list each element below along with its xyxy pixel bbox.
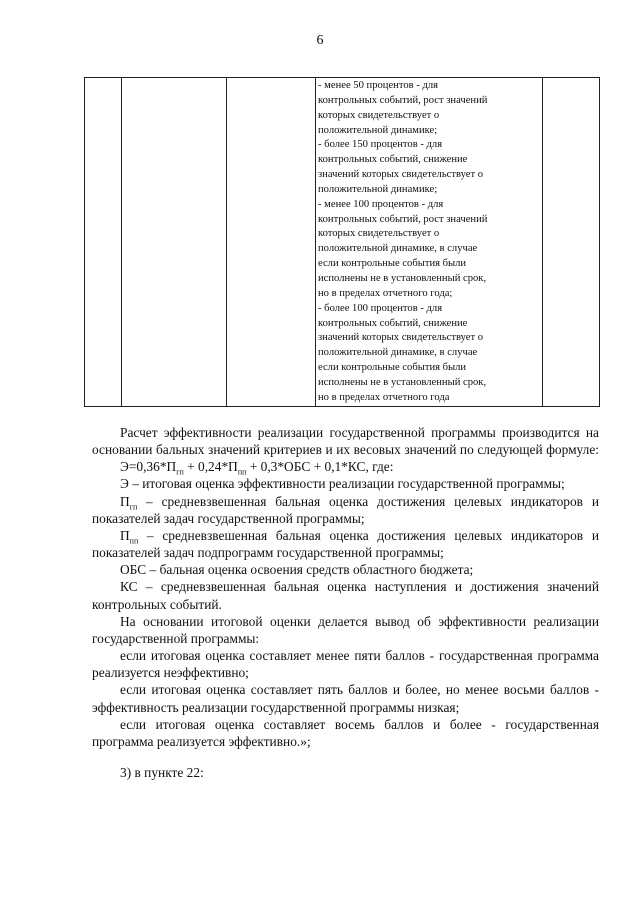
criteria-line: исполнены не в установленный срок,: [318, 272, 487, 284]
criteria-line: - менее 100 процентов - для: [318, 198, 444, 210]
case-effective: если итоговая оценка составляет восемь баллов и более - государственная программа реализуется эффективно.»;: [92, 716, 599, 749]
criteria-line: положительной динамике, в случае: [318, 347, 478, 359]
criteria-line: контрольных событий, рост значений: [318, 94, 488, 106]
page-number: 6: [316, 33, 324, 48]
item-point-22: 3) в пункте 22:: [120, 764, 204, 780]
criteria-text: [316, 78, 542, 406]
criteria-line: положительной динамике, в случае: [318, 243, 478, 255]
case-low: если итоговая оценка составляет пять баллов и более, но менее восьми баллов - эффективность реализации государственной программы низкая;: [92, 682, 599, 715]
paragraph-calculation: Расчет эффективности реализации государственной программы производится на основании бальных значений критериев и их весовых значений по следующей формуле:: [92, 425, 599, 458]
table-cell-weight: [227, 78, 316, 407]
table-cell-criteria: [316, 78, 543, 407]
formula: $Э=0,36*П_{гп} + 0,24*П_{пп} + 0,3*ОБС + 0,1*КС$, где:: [120, 459, 394, 477]
table-row: [85, 78, 600, 407]
criteria-line: контрольных событий, снижение: [318, 154, 468, 166]
criteria-line: которых свидетельствует о: [318, 109, 440, 121]
criteria-line: положительной динамике;: [318, 183, 438, 195]
definition-obs: ОБС – бальная оценка освоения средств областного бюджета;: [120, 562, 474, 578]
criteria-line: - более 100 процентов - для: [318, 302, 443, 314]
criteria-line: значений которых свидетельствует о: [318, 332, 484, 344]
criteria-line: исполнены не в установленный срок,: [318, 376, 487, 388]
criteria-line: контрольных событий, рост значений: [318, 213, 488, 225]
criteria-line: если контрольные события были: [318, 362, 467, 374]
criteria-line: которых свидетельствует о: [318, 228, 440, 240]
criteria-table: [84, 77, 600, 407]
definition-ks: КС – средневзвешенная бальная оценка наступления и достижения значений контрольных событий.: [92, 579, 599, 612]
criteria-line: положительной динамике;: [318, 124, 438, 136]
criteria-line: значений которых свидетельствует о: [318, 169, 484, 181]
criteria-line: - менее 50 процентов - для: [318, 80, 439, 91]
table-cell-indicator: [122, 78, 227, 407]
criteria-line: контрольных событий, снижение: [318, 317, 468, 329]
definition-pgp: $П_{гп}$ – средневзвешенная бальная оценка достижения целевых индикаторов и показателей задач государственной программы;: [92, 493, 599, 526]
case-ineffective: если итоговая оценка составляет менее пяти баллов - государственная программа реализуется неэффективно;: [92, 648, 599, 681]
paragraph-conclusion: На основании итоговой оценки делается вывод об эффективности реализации государственной программы:: [92, 613, 599, 646]
table-cell-number: [85, 78, 122, 407]
criteria-line: но в пределах отчетного года;: [318, 287, 453, 299]
definition-e: Э – итоговая оценка эффективности реализации государственной программы;: [120, 476, 565, 492]
definition-ppp: $П_{пп}$ – средневзвешенная бальная оценка достижения целевых индикаторов и показателей задач подпрограмм государственной программы;: [92, 527, 599, 561]
criteria-line: но в пределах отчетного года: [318, 391, 450, 403]
table-cell-score: [543, 78, 600, 407]
criteria-line: если контрольные события были: [318, 258, 467, 270]
body-text: [92, 424, 599, 781]
criteria-line: - более 150 процентов - для: [318, 139, 443, 151]
